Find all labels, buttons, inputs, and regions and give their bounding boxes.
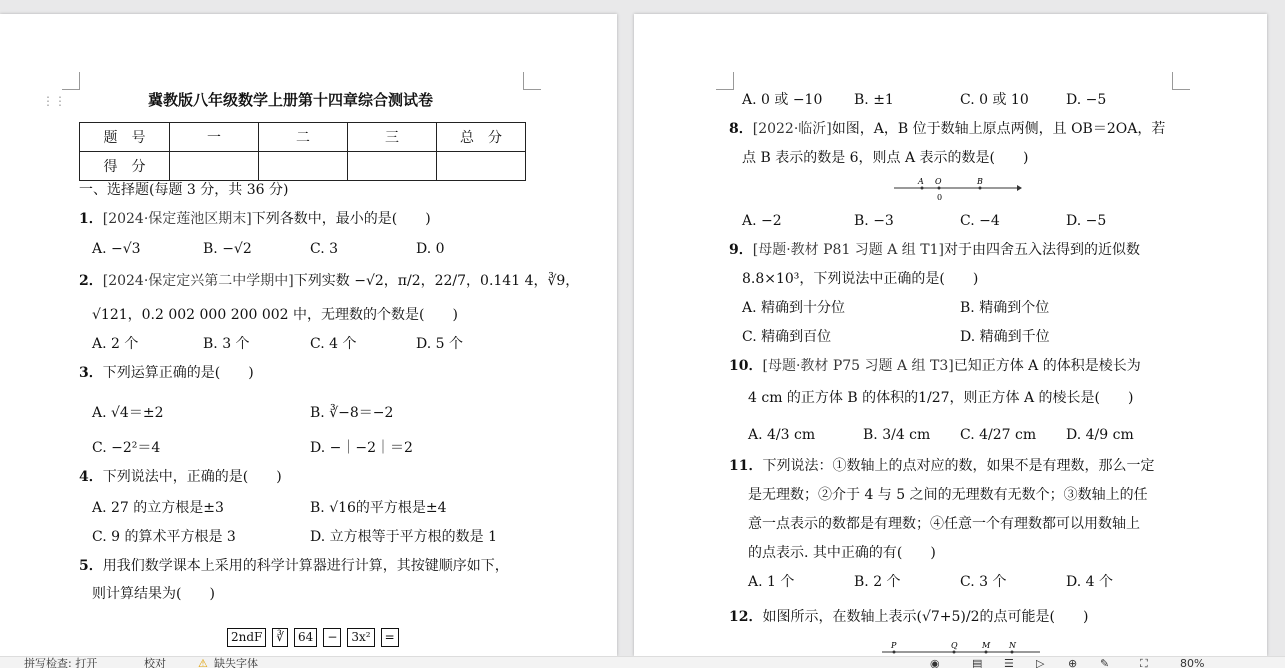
proofread-button[interactable]: 校对 bbox=[144, 657, 166, 668]
option-d: D. 0 bbox=[416, 241, 445, 257]
question-11 bbox=[729, 457, 1154, 475]
page-corner-mark bbox=[62, 72, 80, 90]
question-text: 则计算结果为( ) bbox=[92, 586, 215, 602]
option-b: B. 3/4 cm bbox=[863, 427, 931, 443]
axis-label: A bbox=[918, 177, 924, 186]
option-a: A. 2 个 bbox=[92, 336, 139, 352]
option-d: D. 精确到千位 bbox=[960, 329, 1050, 345]
calculator-key: 3x² bbox=[347, 628, 374, 647]
question-number: 1． bbox=[79, 211, 103, 227]
table-row bbox=[80, 123, 526, 152]
spell-check-toggle[interactable]: 拼写检查: 打开 bbox=[24, 657, 98, 668]
option-a: A. 4/3 cm bbox=[748, 427, 816, 443]
question-text: 点 B 表示的数是 6，则点 A 表示的数是( ) bbox=[742, 150, 1029, 166]
table-cell[interactable] bbox=[170, 152, 259, 181]
read-mode-icon[interactable]: ◉ bbox=[930, 657, 940, 668]
option-d: D. −｜−2｜＝2 bbox=[310, 440, 413, 456]
option-b: B. −√2 bbox=[203, 241, 252, 257]
calculator-key-sequence bbox=[227, 628, 399, 647]
question-number: 2． bbox=[79, 273, 103, 289]
question-source: [2024·保定定兴第二中学期中] bbox=[102, 273, 294, 289]
play-icon[interactable]: ▷ bbox=[1036, 657, 1045, 668]
question-number: 9． bbox=[729, 242, 753, 258]
axis-label: O bbox=[935, 177, 942, 186]
option-a: A. 27 的立方根是±3 bbox=[92, 500, 224, 516]
number-line-figure bbox=[892, 174, 1022, 204]
question-text: 已知正方体 A 的体积是棱长为 bbox=[953, 358, 1141, 374]
question-5 bbox=[79, 557, 509, 575]
question-text: 下列说法中，正确的是( ) bbox=[102, 469, 282, 485]
option-a: A. 精确到十分位 bbox=[742, 300, 846, 316]
warning-icon: ⚠ bbox=[198, 657, 208, 668]
question-9 bbox=[729, 241, 1140, 259]
question-4 bbox=[79, 468, 282, 486]
question-text: 下列各数中，最小的是( ) bbox=[251, 211, 431, 227]
option-d: D. −5 bbox=[1066, 92, 1107, 108]
option-a: A. 0 或 −10 bbox=[742, 92, 823, 108]
option-b: B. 精确到个位 bbox=[960, 300, 1050, 316]
question-3 bbox=[79, 364, 254, 382]
page-corner-mark bbox=[1172, 72, 1190, 90]
axis-label: N bbox=[1009, 641, 1016, 650]
page-corner-mark bbox=[523, 72, 541, 90]
option-b: B. −3 bbox=[854, 213, 894, 229]
question-number: 5． bbox=[79, 558, 103, 574]
zoom-level[interactable]: 80% bbox=[1180, 657, 1205, 668]
option-a: A. √4＝±2 bbox=[92, 405, 164, 421]
option-c: C. 4/27 cm bbox=[960, 427, 1037, 443]
calculator-key: = bbox=[381, 628, 399, 647]
calculator-key: ∛ bbox=[272, 628, 288, 647]
option-b: B. 3 个 bbox=[203, 336, 250, 352]
table-cell: 二 bbox=[259, 123, 348, 152]
option-a: A. −2 bbox=[742, 213, 782, 229]
calculator-key: − bbox=[323, 628, 341, 647]
question-text: 下列说法：①数轴上的点对应的数，如果不是有理数，那么一定 bbox=[762, 458, 1155, 474]
outline-view-icon[interactable]: ☰ bbox=[1004, 657, 1014, 668]
question-number: 8． bbox=[729, 121, 753, 137]
question-source: [2022·临沂] bbox=[752, 121, 832, 137]
question-8 bbox=[729, 120, 1165, 138]
option-b: B. 2 个 bbox=[854, 574, 901, 590]
table-cell: 题 号 bbox=[80, 123, 170, 152]
option-c: C. 4 个 bbox=[310, 336, 357, 352]
question-text: 8.8×10³，下列说法中正确的是( ) bbox=[742, 271, 979, 287]
option-d: D. −5 bbox=[1066, 213, 1107, 229]
option-c: C. 3 bbox=[310, 241, 339, 257]
question-10 bbox=[729, 357, 1141, 375]
web-view-icon[interactable]: ⊕ bbox=[1068, 657, 1078, 668]
question-text: 是无理数；②介于 4 与 5 之间的无理数有无数个；③数轴上的任 bbox=[748, 487, 1148, 503]
page-view-icon[interactable]: ▤ bbox=[972, 657, 983, 668]
question-text: 下列运算正确的是( ) bbox=[102, 365, 254, 381]
table-cell: 总 分 bbox=[437, 123, 526, 152]
table-cell[interactable] bbox=[437, 152, 526, 181]
question-source: [母题·教材 P81 习题 A 组 T1] bbox=[752, 242, 944, 258]
question-text: 如图所示，在数轴上表示(√7+5)/2的点可能是( ) bbox=[762, 609, 1089, 625]
question-number: 4． bbox=[79, 469, 103, 485]
option-a: A. 1 个 bbox=[748, 574, 795, 590]
option-b: B. √16的平方根是±4 bbox=[310, 500, 447, 516]
option-c: C. 9 的算术平方根是 3 bbox=[92, 529, 236, 545]
question-text: 下列实数 −√2，π/2，22/7，0.141 4，∛9， bbox=[293, 273, 580, 289]
question-text: 4 cm 的正方体 B 的体积的1/27，则正方体 A 的棱长是( ) bbox=[748, 390, 1134, 406]
table-row bbox=[80, 152, 526, 181]
missing-font-button[interactable]: 缺失字体 bbox=[214, 657, 258, 668]
option-b: B. ∛−8＝−2 bbox=[310, 405, 394, 421]
number-line-figure bbox=[882, 638, 1042, 656]
drag-handle-icon[interactable]: ⋮⋮ bbox=[42, 94, 66, 108]
question-source: [2024·保定莲池区期末] bbox=[102, 211, 252, 227]
option-d: D. 4/9 cm bbox=[1066, 427, 1134, 443]
question-text: 对于由四舍五入法得到的近似数 bbox=[943, 242, 1140, 258]
document-page-right bbox=[634, 14, 1267, 656]
question-12 bbox=[729, 608, 1088, 626]
question-number: 12． bbox=[729, 609, 763, 625]
option-c: C. 0 或 10 bbox=[960, 92, 1029, 108]
section-heading: 一、选择题(每题 3 分，共 36 分) bbox=[79, 182, 289, 198]
question-number: 11． bbox=[729, 458, 763, 474]
table-cell: 三 bbox=[348, 123, 437, 152]
axis-label: 0 bbox=[937, 193, 943, 202]
document-title: 冀教版八年级数学上册第十四章综合测试卷 bbox=[148, 91, 434, 109]
calculator-key: 64 bbox=[294, 628, 317, 647]
question-text: 的点表示. 其中正确的有( ) bbox=[748, 545, 936, 561]
axis-label: M bbox=[982, 641, 991, 650]
option-c: C. −4 bbox=[960, 213, 1000, 229]
option-c: C. 精确到百位 bbox=[742, 329, 832, 345]
fit-page-icon[interactable]: ⛶ bbox=[1140, 657, 1148, 668]
axis-label: P bbox=[891, 641, 897, 650]
table-cell: 一 bbox=[170, 123, 259, 152]
option-c: C. 3 个 bbox=[960, 574, 1007, 590]
score-table bbox=[79, 122, 526, 181]
question-1 bbox=[79, 210, 431, 228]
status-bar bbox=[0, 656, 1285, 668]
option-c: C. −2²＝4 bbox=[92, 440, 161, 456]
pen-icon[interactable]: ✎ bbox=[1100, 657, 1110, 668]
question-number: 3． bbox=[79, 365, 103, 381]
option-d: D. 4 个 bbox=[1066, 574, 1113, 590]
table-cell[interactable] bbox=[259, 152, 348, 181]
axis-label: Q bbox=[951, 641, 958, 650]
question-text: √121，0.2 002 000 200 002 中，无理数的个数是( ) bbox=[92, 307, 458, 323]
page-corner-mark bbox=[716, 72, 734, 90]
question-number: 10． bbox=[729, 358, 763, 374]
calculator-key: 2ndF bbox=[227, 628, 266, 647]
table-cell[interactable] bbox=[348, 152, 437, 181]
question-text: 如图，A，B 位于数轴上原点两侧，且 OB＝2OA，若 bbox=[831, 121, 1166, 137]
option-d: D. 5 个 bbox=[416, 336, 463, 352]
question-text: 用我们数学课本上采用的科学计算器进行计算，其按键顺序如下， bbox=[102, 558, 509, 574]
option-a: A. −√3 bbox=[92, 241, 141, 257]
option-d: D. 立方根等于平方根的数是 1 bbox=[310, 529, 497, 545]
question-2 bbox=[79, 272, 579, 290]
question-source: [母题·教材 P75 习题 A 组 T3] bbox=[762, 358, 954, 374]
table-cell: 得 分 bbox=[80, 152, 170, 181]
question-text: 意一点表示的数都是有理数；④任意一个有理数都可以用数轴上 bbox=[748, 516, 1140, 532]
axis-label: B bbox=[977, 177, 983, 186]
document-page-left bbox=[0, 14, 617, 656]
option-b: B. ±1 bbox=[854, 92, 894, 108]
